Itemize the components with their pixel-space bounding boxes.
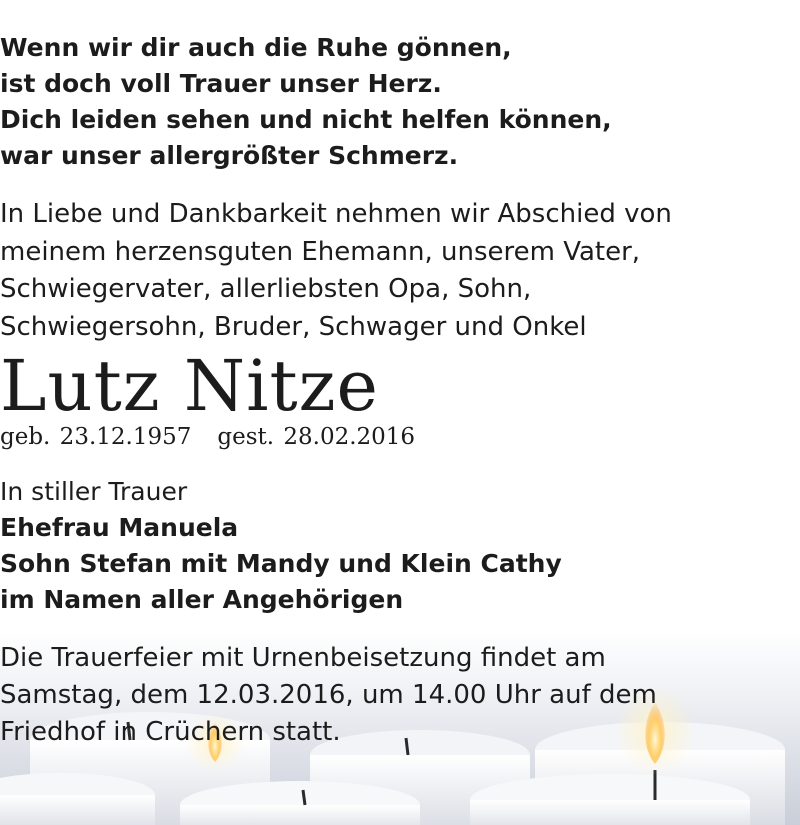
mourner-line: im Namen aller Angehörigen	[0, 585, 404, 614]
farewell-line: Schwiegervater, allerliebsten Opa, Sohn,	[0, 274, 532, 304]
farewell-line: In Liebe und Dankbarkeit nehmen wir Abschied von	[0, 199, 672, 229]
ceremony-line: Samstag, dem 12.03.2016, um 14.00 Uhr auf dem	[0, 680, 657, 710]
poem-line: Dich leiden sehen und nicht helfen können,	[0, 105, 612, 134]
farewell-text	[0, 196, 800, 346]
ceremony-line: Die Trauerfeier mit Urnenbeisetzung findet am	[0, 643, 606, 673]
mourner-line: Ehefrau Manuela	[0, 513, 239, 542]
farewell-line: meinem herzensguten Ehemann, unserem Vater,	[0, 236, 641, 267]
poem-line: war unser allergrößter Schmerz.	[0, 141, 459, 170]
ceremony-line: Friedhof in Crüchern statt.	[0, 717, 341, 747]
mourners-heading: In stiller Trauer	[0, 477, 188, 506]
deceased-name: Lutz Nitze	[0, 345, 379, 427]
mourner-line: Sohn Stefan mit Mandy und Klein Cathy	[0, 549, 562, 578]
mourners-block	[0, 474, 800, 618]
ceremony-info	[0, 640, 800, 751]
poem-line: Wenn wir dir auch die Ruhe gönnen,	[0, 33, 512, 62]
death-date: gest. 28.02.2016	[217, 424, 416, 450]
farewell-line: Schwiegersohn, Bruder, Schwager und Onkel	[0, 311, 587, 342]
poem-verse	[0, 30, 800, 174]
poem-line: ist doch voll Trauer unser Herz.	[0, 69, 442, 98]
birth-date: geb. 23.12.1957	[0, 424, 192, 450]
life-dates	[0, 422, 800, 452]
